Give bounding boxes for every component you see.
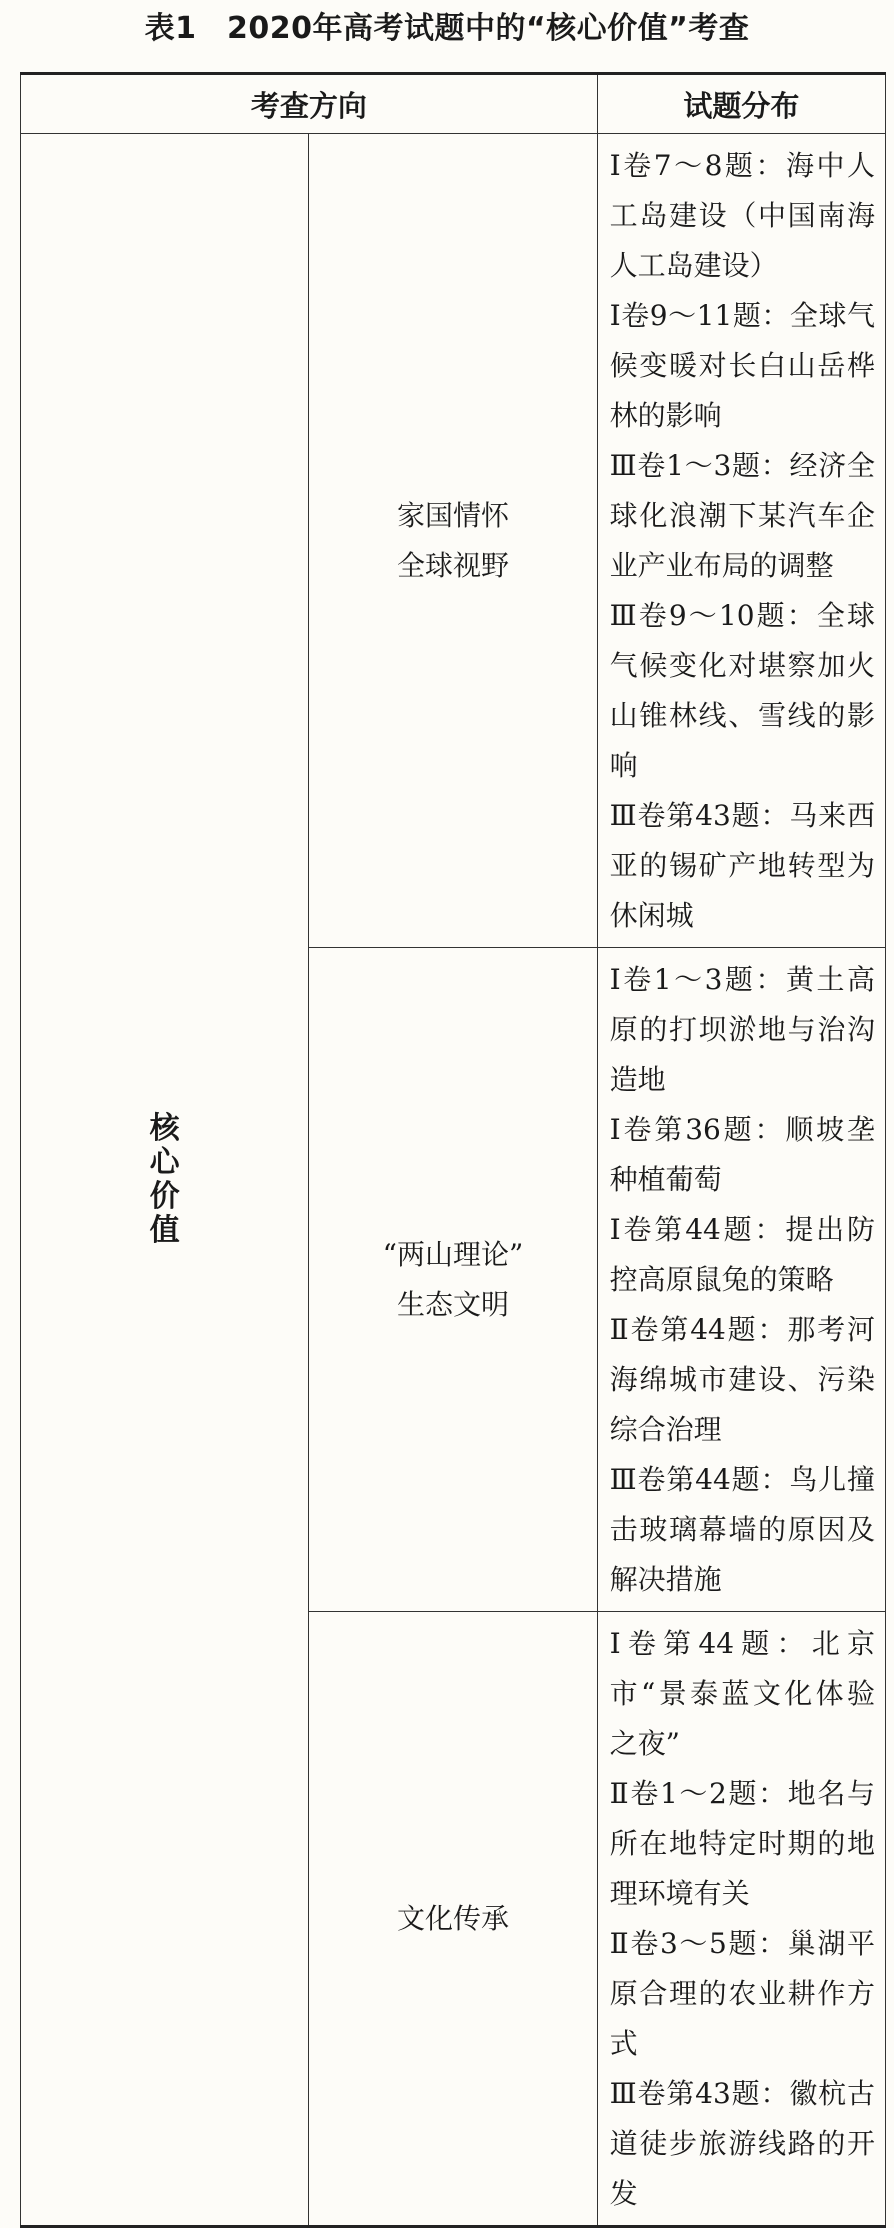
distribution-cell <box>597 948 885 1612</box>
list-item: Ⅲ卷第44题：鸟儿撞击玻璃幕墙的原因及解决措施 <box>609 1463 875 1596</box>
list-item: Ⅰ卷第44题：提出防控高原鼠兔的策略 <box>609 1213 875 1296</box>
table-caption: 表1 2020年高考试题中的“核心价值”考查 <box>144 11 750 46</box>
distribution-cell <box>597 1612 885 2227</box>
core-value-table <box>20 72 886 2228</box>
direction-line: 家国情怀 <box>396 498 509 532</box>
table-row <box>21 134 886 948</box>
core-value-cell <box>21 134 309 2227</box>
direction-cell <box>309 134 597 948</box>
direction-line: “两山理论” <box>382 1237 524 1271</box>
list-item: Ⅱ卷第44题：那考河海绵城市建设、污染综合治理 <box>609 1313 875 1446</box>
list-item: Ⅰ卷9～11题：全球气候变暖对长白山岳桦林的影响 <box>609 299 875 432</box>
direction-line: 全球视野 <box>396 548 509 582</box>
list-item: Ⅱ卷3～5题：巢湖平原合理的农业耕作方式 <box>609 1927 875 2060</box>
core-value-label: 核心价值 <box>149 1110 180 1248</box>
direction-line: 文化传承 <box>396 1901 509 1935</box>
list-item: Ⅰ卷1～3题：黄土高原的打坝淤地与治沟造地 <box>609 963 875 1096</box>
header-direction: 考查方向 <box>21 74 598 134</box>
header-distribution: 试题分布 <box>597 74 885 134</box>
direction-cell <box>309 1612 597 2227</box>
list-item: Ⅲ卷9～10题：全球气候变化对堪察加火山锥林线、雪线的影响 <box>609 599 875 782</box>
list-item: Ⅲ卷第43题：徽杭古道徒步旅游线路的开发 <box>609 2077 875 2210</box>
list-item: Ⅲ卷1～3题：经济全球化浪潮下某汽车企业产业布局的调整 <box>609 449 875 582</box>
list-item: Ⅲ卷第43题：马来西亚的锡矿产地转型为休闲城 <box>609 799 875 932</box>
direction-cell <box>309 948 597 1612</box>
list-item: Ⅰ卷第44题：北京市“景泰蓝文化体验之夜” <box>609 1627 875 1760</box>
header-row <box>21 74 886 134</box>
list-item: Ⅱ卷1～2题：地名与所在地特定时期的地理环境有关 <box>609 1777 875 1910</box>
distribution-cell <box>597 134 885 948</box>
list-item: Ⅰ卷7～8题：海中人工岛建设（中国南海人工岛建设） <box>609 149 875 282</box>
list-item: Ⅰ卷第36题：顺坡垄种植葡萄 <box>609 1113 875 1196</box>
direction-line: 生态文明 <box>396 1287 509 1321</box>
